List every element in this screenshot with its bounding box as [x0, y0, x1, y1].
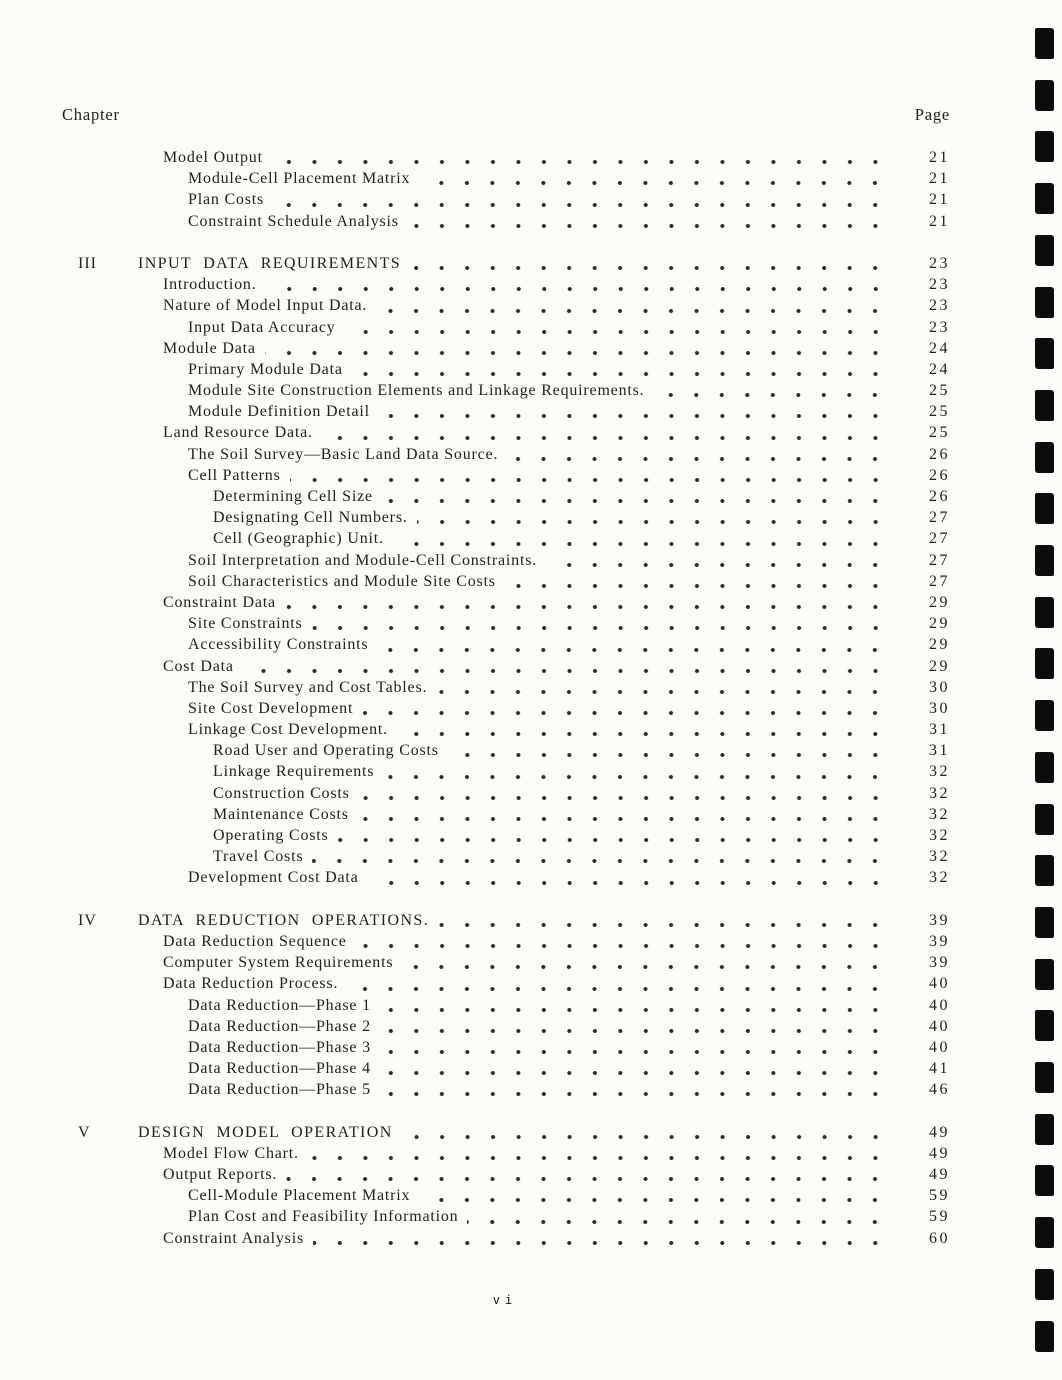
- toc-page-number: 21: [929, 170, 950, 188]
- toc-row: [62, 656, 950, 677]
- toc-page-number: 29: [929, 636, 950, 654]
- binding-mark: [1035, 1062, 1054, 1093]
- dot-leader: [272, 147, 890, 168]
- toc-entry-text: DESIGN MODEL OPERATION: [138, 1123, 393, 1141]
- binding-mark: [1035, 390, 1054, 421]
- toc-page-number: 26: [929, 445, 950, 463]
- toc-row: [62, 783, 950, 804]
- toc-entry-text: Module Data: [163, 339, 256, 357]
- toc-entry-text: Road User and Operating Costs: [213, 742, 439, 760]
- dot-leader: [467, 1206, 890, 1227]
- toc-entry-text: Accessibility Constraints: [188, 636, 369, 654]
- page-column-label: Page: [914, 105, 950, 124]
- toc-row: [62, 317, 950, 338]
- toc-page-number: 26: [929, 488, 950, 505]
- toc-entry-text: Constraint Analysis: [163, 1229, 304, 1247]
- dot-leader: [313, 1228, 890, 1249]
- toc-entry-text: Nature of Model Input Data.: [163, 297, 368, 315]
- toc-entry-text: Module Site Construction Elements and Linkage Requirements.: [188, 382, 645, 400]
- page-folio: vi: [492, 1293, 518, 1307]
- binding-mark: [1035, 907, 1054, 938]
- toc-row: [62, 804, 950, 825]
- toc-page-number: 32: [929, 848, 950, 866]
- binding-mark: [1035, 1114, 1054, 1145]
- dot-leader: [308, 1143, 890, 1164]
- toc-page-number: 21: [929, 212, 950, 230]
- toc-row: [62, 338, 950, 359]
- binding-mark: [1035, 545, 1054, 576]
- dot-leader: [345, 317, 890, 338]
- toc-page-number: 32: [929, 784, 950, 802]
- binding-mark: [1035, 1165, 1054, 1196]
- toc-page-number: 29: [929, 657, 950, 675]
- toc-row: [62, 571, 950, 592]
- toc-entry-text: Input Data Accuracy: [188, 318, 336, 336]
- dot-leader: [419, 168, 890, 189]
- toc-row: [62, 1058, 950, 1079]
- dot-leader: [359, 783, 890, 804]
- toc-row: [62, 401, 950, 422]
- toc-entry-text: Travel Costs: [213, 848, 304, 866]
- dot-leader: [243, 656, 890, 677]
- dot-leader: [380, 1079, 890, 1100]
- dot-leader: [419, 1185, 890, 1206]
- dot-leader: [312, 846, 890, 867]
- dot-leader: [312, 613, 890, 634]
- toc-page-number: 60: [929, 1229, 950, 1247]
- dot-leader: [265, 338, 890, 359]
- binding-mark: [1035, 287, 1054, 318]
- binding-mark: [1035, 235, 1054, 266]
- section-gap: [62, 232, 950, 253]
- dot-leader: [448, 740, 890, 761]
- dot-leader: [393, 528, 890, 549]
- dot-leader: [376, 295, 890, 316]
- toc-entry-text: DATA REDUCTION OPERATIONS.: [138, 911, 430, 929]
- toc-entry-text: Computer System Requirements: [163, 954, 394, 972]
- toc-entry-text: Plan Costs: [188, 191, 265, 209]
- toc-page-number: 23: [929, 276, 950, 294]
- toc-row: [62, 168, 950, 189]
- toc-page-number: 59: [929, 1187, 950, 1205]
- toc-entry-text: Operating Costs: [213, 827, 329, 844]
- toc-entry-text: Module Definition Detail: [188, 403, 370, 421]
- toc-row: [62, 1228, 950, 1249]
- toc-row: [62, 486, 950, 507]
- dot-leader: [380, 1037, 890, 1058]
- toc-page-number: 49: [929, 1144, 950, 1162]
- dot-leader: [290, 465, 890, 486]
- dot-leader: [379, 401, 890, 422]
- toc-row: [62, 592, 950, 613]
- binding-mark: [1035, 131, 1054, 162]
- dot-leader: [347, 973, 890, 994]
- dot-leader: [380, 995, 890, 1016]
- binding-mark: [1035, 493, 1054, 524]
- toc-page-number: 31: [929, 721, 950, 739]
- dot-leader: [322, 422, 890, 443]
- toc-page-number: 41: [929, 1060, 950, 1078]
- binding-mark: [1035, 804, 1054, 835]
- toc-row: [62, 867, 950, 888]
- dot-leader: [356, 931, 890, 952]
- chapter-numeral: III: [78, 254, 97, 272]
- toc-row: [62, 274, 950, 295]
- toc-row: [62, 1143, 950, 1164]
- toc-entry-text: Model Flow Chart.: [163, 1144, 299, 1162]
- toc-page-number: 24: [929, 360, 950, 378]
- toc-entry-text: The Soil Survey—Basic Land Data Source.: [188, 445, 499, 463]
- dot-leader: [286, 1164, 890, 1185]
- toc-row: [62, 740, 950, 761]
- toc-entry-text: Cell (Geographic) Unit.: [213, 530, 384, 548]
- toc-row: [62, 698, 950, 719]
- toc-entry-text: Data Reduction Sequence: [163, 932, 347, 950]
- toc-entry-text: Linkage Requirements: [213, 763, 375, 781]
- toc-row: [62, 825, 950, 846]
- toc-page-number: 40: [929, 975, 950, 993]
- toc-entry-text: Soil Characteristics and Module Site Costs: [188, 572, 496, 590]
- section-gap: [62, 889, 950, 910]
- binding-mark: [1035, 700, 1054, 731]
- toc-entry-text: Data Reduction—Phase 2: [188, 1017, 371, 1035]
- toc-row: [62, 613, 950, 634]
- dot-leader: [362, 698, 890, 719]
- toc-entry-text: Model Output: [163, 149, 263, 166]
- toc-page-number: 27: [929, 530, 950, 548]
- toc-row: [62, 1079, 950, 1100]
- dot-leader: [380, 1058, 890, 1079]
- toc-row: [62, 528, 950, 549]
- toc-page-number: 25: [929, 382, 950, 400]
- toc-row: [62, 973, 950, 994]
- binding-mark: [1035, 442, 1054, 473]
- toc-entry-text: Development Cost Data: [188, 869, 359, 887]
- dot-leader: [438, 910, 890, 931]
- toc-row: [62, 444, 950, 465]
- section-gap: [62, 1100, 950, 1121]
- toc-row: [62, 422, 950, 443]
- toc-entry-text: Designating Cell Numbers.: [213, 509, 408, 527]
- binding-mark: [1035, 1269, 1054, 1300]
- toc-entry-text: Land Resource Data.: [163, 424, 313, 442]
- toc-page-number: 31: [929, 742, 950, 760]
- toc-entry-text: The Soil Survey and Cost Tables.: [188, 678, 428, 696]
- binding-mark: [1035, 1217, 1054, 1248]
- toc-row: [62, 359, 950, 380]
- toc-row: [62, 719, 950, 740]
- toc-page-number: 21: [929, 191, 950, 209]
- toc-page-number: 25: [929, 424, 950, 442]
- dot-leader: [408, 211, 890, 232]
- toc-entry-text: Site Cost Development: [188, 699, 354, 717]
- toc-page-number: 39: [929, 932, 950, 950]
- binding-mark: [1035, 338, 1054, 369]
- toc-entry-text: Introduction.: [163, 276, 257, 294]
- toc-page-number: 32: [929, 827, 950, 844]
- dot-leader: [266, 274, 891, 295]
- toc-page-number: 49: [929, 1123, 950, 1141]
- toc-entry-text: Output Reports.: [163, 1166, 278, 1183]
- toc-page-number: 46: [929, 1081, 950, 1099]
- toc-entry-text: Primary Module Data: [188, 360, 343, 378]
- toc-page-number: 23: [929, 297, 950, 315]
- toc-page-number: 39: [929, 954, 950, 972]
- binding-mark: [1035, 855, 1054, 886]
- toc-entry-text: Constraint Data: [163, 593, 276, 611]
- binding-mark: [1035, 1010, 1054, 1041]
- toc-row: [62, 1164, 950, 1185]
- dot-leader: [368, 867, 890, 888]
- toc-entry-text: Data Reduction—Phase 3: [188, 1038, 371, 1056]
- toc-page-number: 49: [929, 1166, 950, 1183]
- dot-leader: [417, 507, 890, 528]
- toc-page-number: 21: [929, 149, 950, 166]
- dot-leader: [358, 804, 890, 825]
- chapter-numeral: IV: [78, 911, 97, 929]
- binding-mark: [1035, 752, 1054, 783]
- toc-entry-text: Linkage Cost Development.: [188, 721, 388, 739]
- toc-page-number: 24: [929, 339, 950, 357]
- toc-page-number: 27: [929, 551, 950, 569]
- binding-mark: [1035, 959, 1054, 990]
- toc-page-number: 40: [929, 996, 950, 1014]
- toc-row: [62, 1122, 950, 1143]
- toc-row: [62, 550, 950, 571]
- toc-page-number: 40: [929, 1017, 950, 1035]
- toc-row: [62, 1037, 950, 1058]
- toc-page-number: 32: [929, 805, 950, 823]
- toc-page-number: 26: [929, 466, 950, 484]
- toc-page-number: 32: [929, 763, 950, 781]
- toc-row: [62, 211, 950, 232]
- toc-page-number: 29: [929, 593, 950, 611]
- toc-row: [62, 910, 950, 931]
- toc-page-number: 23: [929, 318, 950, 336]
- binding-mark: [1035, 648, 1054, 679]
- toc-row: [62, 931, 950, 952]
- dot-leader: [380, 1016, 890, 1037]
- toc-entry-text: Maintenance Costs: [213, 805, 349, 823]
- toc-entry-text: Cell Patterns: [188, 466, 281, 484]
- toc-row: [62, 634, 950, 655]
- toc-entry-text: Module-Cell Placement Matrix: [188, 170, 411, 188]
- dot-leader: [338, 825, 890, 846]
- toc-entry-text: Data Reduction Process.: [163, 975, 339, 993]
- toc-entry-text: Data Reduction—Phase 5: [188, 1081, 371, 1099]
- binding-marks: [1000, 0, 1062, 1380]
- toc-page-number: 30: [929, 699, 950, 717]
- dot-leader: [273, 189, 890, 210]
- toc-list: [62, 147, 950, 1249]
- toc-row: [62, 147, 950, 168]
- toc-row: [62, 380, 950, 401]
- toc-row: [62, 995, 950, 1016]
- dot-leader: [505, 571, 890, 592]
- toc-page-number: 32: [929, 869, 950, 887]
- binding-mark: [1035, 80, 1054, 111]
- toc-entry-text: Data Reduction—Phase 1: [188, 996, 371, 1014]
- binding-mark: [1035, 28, 1054, 59]
- dot-leader: [546, 550, 890, 571]
- toc-row: [62, 677, 950, 698]
- toc-entry-text: Cell-Module Placement Matrix: [188, 1187, 411, 1205]
- toc-row: [62, 295, 950, 316]
- dot-leader: [382, 486, 890, 507]
- toc-page-number: 29: [929, 615, 950, 633]
- toc-row: [62, 465, 950, 486]
- toc-page-number: 27: [929, 572, 950, 590]
- toc-entry-text: Determining Cell Size: [213, 488, 373, 505]
- toc-entry-text: Data Reduction—Phase 4: [188, 1060, 371, 1078]
- dot-leader: [653, 380, 890, 401]
- dot-leader: [436, 677, 890, 698]
- toc-page-number: 39: [929, 911, 950, 929]
- toc-entry-text: INPUT DATA REQUIREMENTS: [138, 254, 402, 272]
- binding-mark: [1035, 597, 1054, 628]
- dot-leader: [410, 253, 890, 274]
- binding-mark: [1035, 1321, 1054, 1352]
- toc-row: [62, 1206, 950, 1227]
- toc-page-number: 27: [929, 509, 950, 527]
- toc-row: [62, 1185, 950, 1206]
- toc-entry-text: Construction Costs: [213, 784, 350, 802]
- dot-leader: [352, 359, 890, 380]
- binding-mark: [1035, 183, 1054, 214]
- toc-page-number: 59: [929, 1208, 950, 1226]
- toc-entry-text: Constraint Schedule Analysis: [188, 212, 399, 230]
- dot-leader: [402, 952, 890, 973]
- toc-row: [62, 507, 950, 528]
- toc-row: [62, 253, 950, 274]
- toc-header: [62, 104, 950, 125]
- chapter-column-label: Chapter: [62, 105, 120, 124]
- toc-entry-text: Plan Cost and Feasibility Information: [188, 1208, 459, 1226]
- toc-row: [62, 1016, 950, 1037]
- dot-leader: [397, 719, 890, 740]
- toc-row: [62, 761, 950, 782]
- toc-row: [62, 846, 950, 867]
- toc-page-number: 40: [929, 1038, 950, 1056]
- toc-row: [62, 952, 950, 973]
- toc-entry-text: Soil Interpretation and Module-Cell Constraints.: [188, 551, 538, 569]
- toc-entry-text: Cost Data: [163, 657, 234, 675]
- dot-leader: [402, 1122, 890, 1143]
- chapter-numeral: V: [78, 1123, 91, 1141]
- dot-leader: [285, 592, 890, 613]
- dot-leader: [377, 634, 890, 655]
- dot-leader: [507, 444, 890, 465]
- dot-leader: [383, 761, 890, 782]
- toc-page-number: 25: [929, 403, 950, 421]
- toc-page-number: 30: [929, 678, 950, 696]
- toc-entry-text: Site Constraints: [188, 615, 303, 633]
- toc-page-number: 23: [929, 254, 950, 272]
- toc-row: [62, 189, 950, 210]
